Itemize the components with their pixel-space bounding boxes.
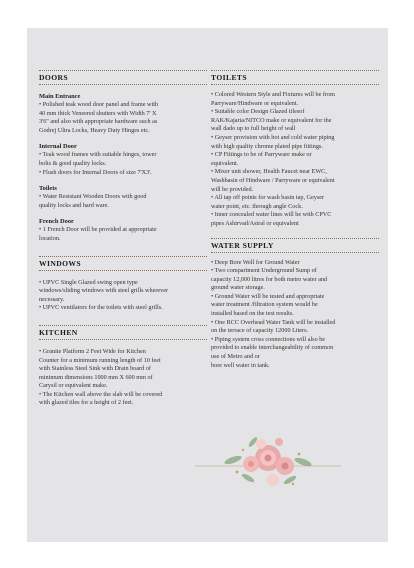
- floral-ornament-icon: [193, 420, 343, 500]
- french-door-heading: French Door: [39, 218, 74, 226]
- right-column: [211, 28, 379, 370]
- water-supply-title: WATER SUPPLY: [211, 238, 379, 253]
- internal-door-heading: Internal Door: [39, 143, 77, 151]
- main-entrance-text: • Polished teak wood door panel and frame with 40 mm thick Veneered shutters with Width 7' X 3'6" and also with appropriate hardware such as Godrej Ultra Locks, Heavy Duty Hinges etc.: [39, 101, 159, 134]
- water-supply-text: • Deep Bore Well for Ground Water • Two compartment Underground Sump of capacity 12,000 litres for both metro water and ground water storage. • Ground Water will be tested and appropriate water treatment /filtration system would be installed based on the test results. • One RCC Overhead Water Tank will be installed on the terrace of capacity 12000 Liters. • Piping system cross connections will also be provided to enable interchangeability of common use of Metro and or bore well water in tank.: [211, 258, 336, 369]
- main-entrance-heading: Main Entrance: [39, 93, 81, 100]
- windows-text: • UPVC Single Glazed swing open type windows/sliding windows with steel grills wherever necessary. • UPVC ventilators for the toilets with steel grills.: [39, 278, 169, 312]
- doors-title: DOORS: [39, 70, 207, 85]
- french-door-text: • 1 French Door will be provided at appropriate location.: [39, 226, 157, 242]
- left-column: [39, 28, 207, 408]
- toilets-text: • Colored Western Style and Fixtures will be from Parryware/Hindware or equivalent. • Suitable color Design Glazed tilesof RAK/Kajaria/NITCO make or equivalent for the wall dado up to full height of wall • Geyser provision with hot and cold water piping with high quality chrome plated pipe fittings. • CP Fittings to be of Parryware make or equivalent. • Mixer unit shower, Health Faucet near EWC, Washbasin of Hindware / Parryware or equivalent will be provided. • All tap off points for wash basin tap, Geyser water point, etc. through angle Cock. • Inner concealed water lines will be with CPVC pipes Ashirvad/Astral or equivalent: [211, 91, 335, 227]
- kitchen-text: • Granite Platform 2 Feet Wide for Kitchen Counter for a minimum running length of 10 feet with Stainless Steel Sink with Drain board of minimum dimensions 1000 mm X 600 mm of Carysil or equivalent make. • The Kitchen wall above the slab will be covered with glazed tiles for a height of 2 feet.: [39, 347, 163, 407]
- toilets-title: TOILETS: [211, 70, 379, 85]
- toilet-doors-heading: Toilets: [39, 185, 57, 193]
- internal-door-text: • Teak wood frames with suitable hinges, tower bolts & good quality locks. • Flush doors for Internal Doors of size 7'X3'.: [39, 151, 157, 176]
- toilet-doors-text: • Water Resistant Wooden Doors with good quality locks and hard ware.: [39, 193, 147, 209]
- windows-title: WINDOWS: [39, 256, 207, 271]
- kitchen-title: KITCHEN: [39, 325, 207, 340]
